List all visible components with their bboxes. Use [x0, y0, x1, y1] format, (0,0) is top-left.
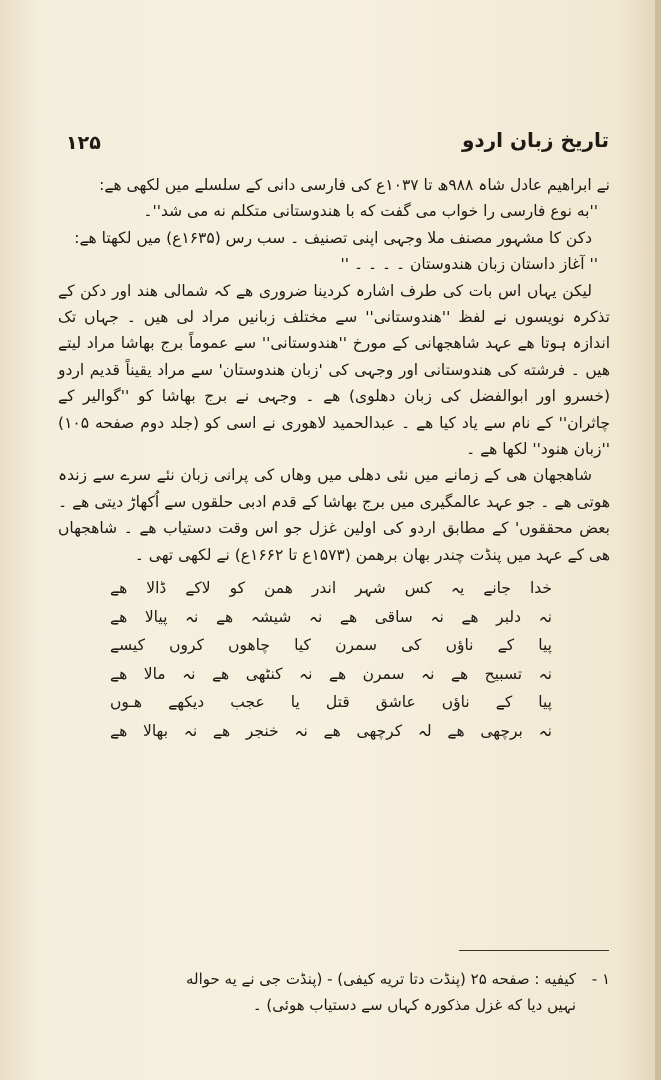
persian-quote: ''به نوع فارسی را خواب می گفت که با هندوستانی متکلم نه می شد''۔	[143, 202, 598, 221]
page-header	[66, 128, 609, 162]
verse-line: خدا جانے یہ کس شہر اندر همن کو لاکے ڈالا هے	[110, 579, 552, 598]
sabras-quote: '' آغاز داستان زبان هندوستان ۔ ۔ ۔ ۔ ''	[340, 255, 598, 274]
verse-line: نہ تسبیح هے نہ سمرن هے نہ کنٹھی هے نہ مالا هے	[110, 664, 552, 683]
footnote-line: نہیں دیا که غزل مذکورہ کہاں سے دستیاب هوئی) ۔	[252, 996, 576, 1014]
verse-line: نہ دلبر هے نہ ساقی هے نہ شیشہ هے نہ پیالا هے	[110, 607, 552, 626]
running-title: تاریخ زبان اردو	[461, 128, 609, 152]
paragraph-wajhi: دکن کا مشہور مصنف ملا وجہی اپنی تصنیف ۔ سب رس (۱۶۳۵ع) میں لکھتا هے:	[74, 228, 592, 247]
paragraph-intro: نے ابراهیم عادل شاہ ۹۸۸ھ تا ۱۰۳۷ع کی فارسی دانی کے سلسلے میں لکھی هے:	[99, 176, 610, 194]
footnote-number: ۱ -	[591, 970, 610, 988]
paragraph-shahjahan: شاهجهان هی کے زمانے میں نئی دهلی میں وهاں کی پرانی زبان نئے سرے سے زندہ هوتی هے ۔ جو عہد عالمگیری میں برج بھاشا کے قدم ادبی حلقوں سے اُکھاڑ دیتی هے ۔ بعض محققوں' کے مطابق اردو کی اولین غزل جو اس وقت دستیاب هے ۔ شاهجهاں هی کے عہد میں پنڈت چندر بھان برهمن (۱۵۷۳ع تا ۱۶۶۲ع) نے لکھی تھی ۔	[58, 466, 610, 564]
paragraph-hindustani: لیکن یہاں اس بات کی طرف اشارہ کردینا ضروری هے کہ شمالی هند اور دکن کے تذکرہ نویسوں نے لفظ ''هندوستانی'' سے مختلف زبانیں مراد لی هیں ۔ جہاں تک اندازہ ہوتا هے عہد شاهجهانی کے مورخ ''هندوستانی'' سے عموماً برج بھاشا مراد لیتے هیں ۔ فرشته کی هندوستانی اور وجہی کی 'زبان هندوستان' سے مراد یقیناً قدیم اردو (خسرو اور ابوالفضل کی زبان دهلوی) هے ۔ وجہی نے برج بھاشا کو ''گوالیر کے چاثران'' کے نام سے یاد کیا هے ۔ عبدالحمید لاهوری نے اسی کو (جلد دوم صفحه ۱۰۵) ''زبان هنود'' لکھا هے ۔	[58, 281, 610, 459]
verse-line: پیا کے ناؤں کی سمرن کیا چاهوں کروں کیسے	[110, 636, 552, 655]
verse-line: پیا کے ناؤں عاشق قتل یا عجب دیکھے هـوں	[110, 693, 552, 712]
body-text	[58, 172, 610, 749]
footnote-line: کیفیه : صفحه ۲۵ (پنڈت دتا تریه کیفی) - (پنڈت جی نے یه حواله	[185, 970, 576, 988]
verse-line: نہ برچھی هے لہ کرچھی هے نہ خنجر هے نہ بھالا هے	[110, 721, 552, 740]
page-number: ۱۲۵	[66, 132, 101, 154]
footnote	[50, 966, 610, 1018]
footnote-divider	[459, 950, 609, 951]
ghazal-verses	[58, 574, 610, 745]
